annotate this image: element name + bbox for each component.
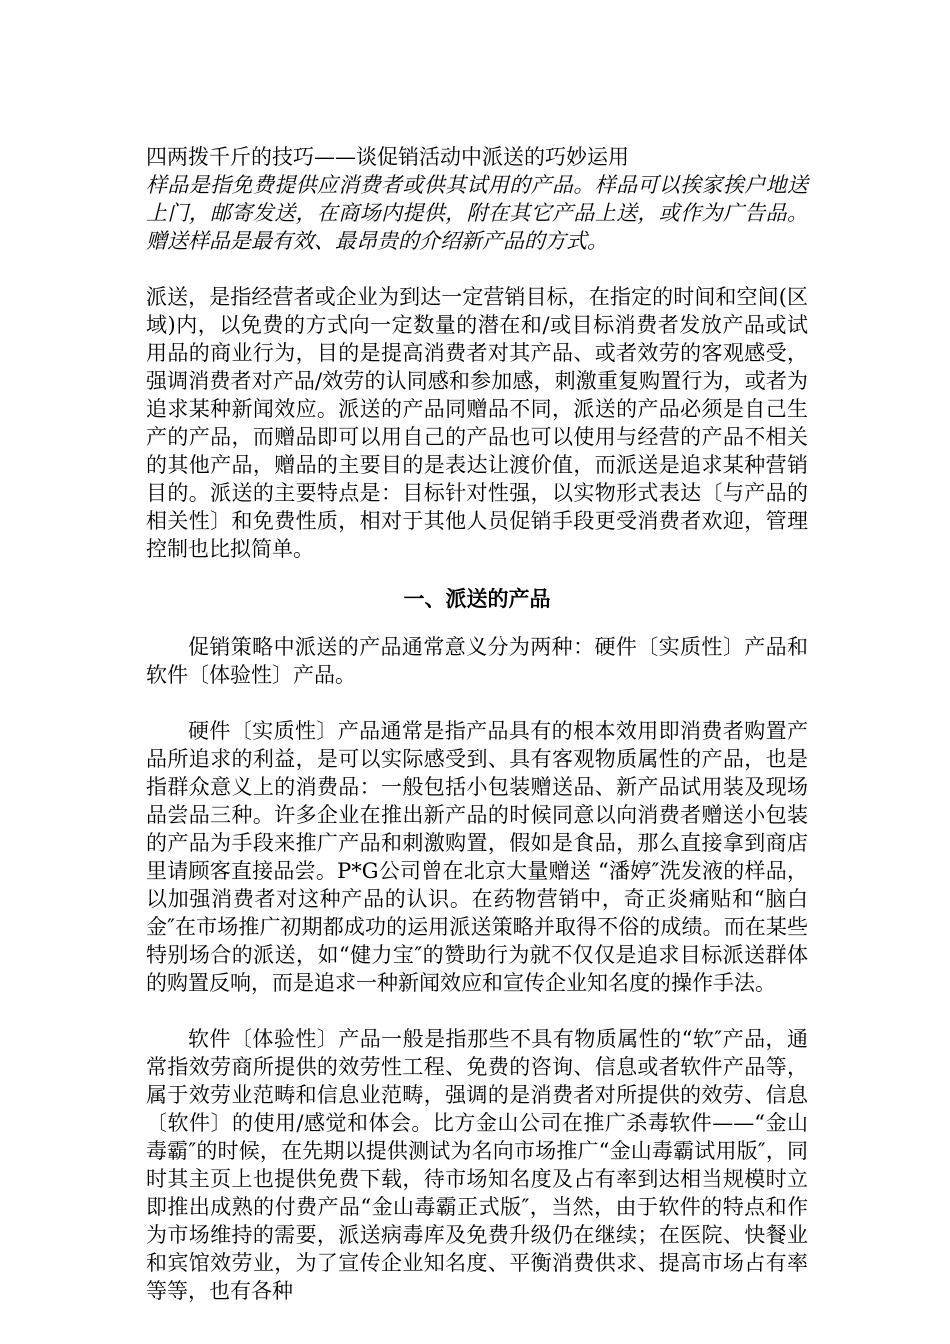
paragraph-spacer (146, 997, 808, 1025)
paragraph-software-products: 软件〔体验性〕产品一般是指那些不具有物质属性的“软″产品，通常指效劳商所提供的效劳性工程、免费的咨询、信息或者软件产品等，属于效劳业范畴和信息业范畴，强调的是消费者对所提供的效劳、信息〔软件〕的使用/感觉和体会。比方金山公司在推广杀毒软件——“金山毒霸″的时候，在先期以提供测试为名向市场推广“金山毒霸试用版″，同时其主页上也提供免费下载，待市场知名度及占有率到达相当规模时立即推出成熟的付费产品“金山毒霸正式版″，当然，由于软件的特点和作为市场维持的需要，派送病毒库及免费升级仍在继续；在医院、快餐业和宾馆效劳业，为了宣传企业知名度、平衡消费供求、提高市场占有率等等，也有各种 (146, 1027, 808, 1303)
document-page (146, 143, 808, 1305)
paragraph-hardware-products: 硬件〔实质性〕产品通常是指产品具有的根本效用即消费者购置产品所追求的利益，是可以实际感受到、具有客观物质属性的产品，也是指群众意义上的消费品：一般包括小包装赠送品、新产品试用装及现场品尝品三种。许多企业在推出新产品的时候同意以向消费者赠送小包装的产品为手段来推广产品和刺激购置，假如是食品，那么直接拿到商店里请顾客直接品尝。P*G公司曾在北京大量赠送 “潘婷″洗发液的样品，以加强消费者对这种产品的认识。在药物营销中，奇正炎痛贴和“脑白金″在市场推广初期都成功的运用派送策略并取得不俗的成绩。而在某些特别场合的派送，如“健力宝″的赞助行为就不仅仅是追求目标派送群体的购置反响，而是追求一种新闻效应和宣传企业知名度的操作手法。 (146, 719, 808, 995)
paragraph-spacer (146, 689, 808, 717)
intro-paragraph: 样品是指免费提供应消费者或供其试用的产品。样品可以挨家挨户地送上门，邮寄发送，在商场内提供，附在其它产品上送，或作为广告品。赠送样品是最有效、最昂贵的介绍新产品的方式。 (146, 173, 808, 253)
paragraph-product-types: 促销策略中派送的产品通常意义分为两种：硬件〔实质性〕产品和软件〔体验性〕产品。 (146, 635, 808, 687)
section-heading: 一、派送的产品 (403, 587, 551, 611)
paragraph-definition: 派送，是指经营者或企业为到达一定营销目标，在指定的时间和空间(区域)内，以免费的方式向一定数量的潜在和/或目标消费者发放产品或试用品的商业行为，目的是提高消费者对其产品、或者效劳的客观感受，强调消费者对产品/效劳的认同感和参加感，刺激重复购置行为，或者为追求某种新闻效应。派送的产品同赠品不同，派送的产品必须是自己生产的产品，而赠品即可以用自己的产品也可以使用与经营的产品不相关的其他产品，赠品的主要目的是表达让渡价值，而派送是追求某种营销目的。派送的主要特点是：目标针对性强，以实物形式表达〔与产品的相关性〕和免费性质，相对于其他人员促销手段更受消费者欢迎，管理控制也比拟简单。 (146, 285, 808, 561)
document-title: 四两拨千斤的技巧——谈促销活动中派送的巧妙运用 (146, 145, 629, 169)
